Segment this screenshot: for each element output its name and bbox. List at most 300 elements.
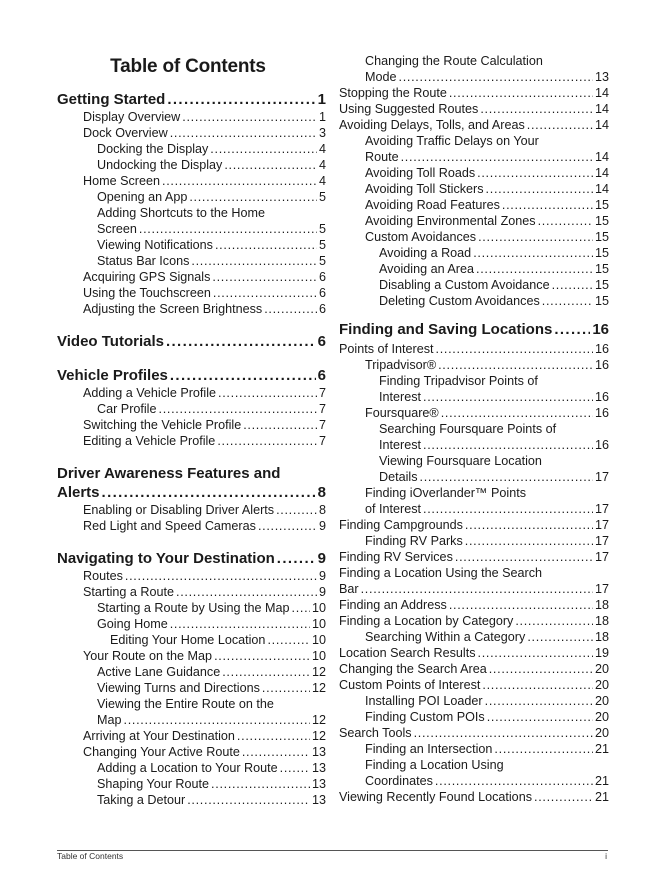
toc-entry-title: Editing a Vehicle Profile (83, 434, 216, 448)
toc-entry-title-line: Finding iOverlander™ Points (365, 486, 526, 500)
dot-leader (414, 725, 593, 741)
toc-entry[interactable] (57, 728, 326, 744)
toc-page-number: 3 (318, 126, 326, 140)
toc-entry-title: Details (379, 470, 418, 484)
toc-page-number: 21 (594, 774, 609, 788)
toc-entry[interactable] (339, 453, 609, 485)
dot-leader (436, 341, 593, 357)
dot-leader (125, 568, 317, 584)
toc-entry-title-line: Viewing Foursquare Location (379, 454, 542, 468)
dot-leader (258, 518, 317, 534)
toc-entry-title-line: Finding a Location Using the Search (339, 566, 543, 580)
toc-entry-title: Avoiding Delays, Tolls, and Areas (339, 118, 525, 132)
toc-entry-title: Adding a Location to Your Route (97, 761, 278, 775)
toc-page-number: 5 (318, 238, 326, 252)
toc-page-number: 16 (594, 438, 609, 452)
dot-leader (554, 320, 590, 339)
dot-leader (455, 549, 593, 565)
toc-entry[interactable] (57, 696, 326, 728)
toc-page-number: 6 (317, 333, 326, 350)
toc-entry-title: Avoiding Toll Roads (365, 166, 476, 180)
toc-entry-title: Starting a Route by Using the Map (97, 601, 290, 615)
toc-entry[interactable] (339, 101, 609, 117)
toc-entry-title-line: Driver Awareness Features and (57, 465, 281, 482)
toc-entry[interactable] (57, 502, 326, 518)
dot-leader (264, 301, 317, 317)
toc-page-number: 13 (594, 70, 609, 84)
dot-leader (243, 417, 317, 433)
dot-leader (441, 405, 593, 421)
dot-leader (423, 389, 593, 405)
toc-entry-title: Arriving at Your Destination (83, 729, 235, 743)
toc-page-number: 5 (318, 190, 326, 204)
toc-entry-title: Points of Interest (339, 342, 434, 356)
toc-entry[interactable] (339, 277, 609, 293)
toc-entry-title: Changing the Search Area (339, 662, 487, 676)
dot-leader (170, 125, 317, 141)
toc-page-number: 20 (594, 678, 609, 692)
toc-page-number: 14 (594, 118, 609, 132)
toc-entry[interactable] (339, 229, 609, 245)
toc-entry[interactable] (57, 664, 326, 680)
toc-entry-title: Avoiding a Road (379, 246, 472, 260)
toc-entry[interactable] (57, 173, 326, 189)
toc-entry-title: Finding an Address (339, 598, 447, 612)
toc-entry-title: Red Light and Speed Cameras (83, 519, 256, 533)
toc-entry-title: Video Tutorials (57, 333, 164, 350)
toc-entry[interactable] (339, 661, 609, 677)
toc-entry[interactable] (57, 776, 326, 792)
toc-entry-title: Finding RV Parks (365, 534, 463, 548)
toc-page-number: 18 (594, 598, 609, 612)
toc-entry-title: Home Screen (83, 174, 160, 188)
toc-entry[interactable] (57, 109, 326, 125)
dot-leader (538, 213, 593, 229)
toc-entry-title: Switching the Vehicle Profile (83, 418, 242, 432)
dot-leader (449, 85, 593, 101)
toc-page-number: 17 (594, 550, 609, 564)
toc-entry[interactable] (339, 405, 609, 421)
toc-page-number: 10 (311, 633, 326, 647)
toc-page-number: 10 (311, 617, 326, 631)
dot-leader (399, 69, 593, 85)
toc-page-number: 21 (594, 742, 609, 756)
toc-page-number: 14 (594, 166, 609, 180)
toc-entry-title: Enabling or Disabling Driver Alerts (83, 503, 275, 517)
toc-entry[interactable] (339, 645, 609, 661)
dot-leader (139, 221, 317, 237)
toc-entry-title: Docking the Display (97, 142, 209, 156)
toc-page-number: 8 (318, 503, 326, 517)
toc-entry[interactable] (57, 600, 326, 616)
dot-leader (487, 709, 593, 725)
toc-entry-title: Avoiding Toll Stickers (365, 182, 484, 196)
dot-leader (166, 332, 316, 351)
toc-entry[interactable] (57, 680, 326, 696)
dot-leader (210, 141, 317, 157)
toc-entry[interactable] (57, 237, 326, 253)
toc-entry-title: Foursquare® (365, 406, 439, 420)
dot-leader (262, 680, 310, 696)
toc-page-number: 7 (318, 418, 326, 432)
toc-entry[interactable] (57, 568, 326, 584)
toc-entry[interactable] (339, 725, 609, 741)
toc-entry[interactable] (339, 517, 609, 533)
toc-page-number: 1 (318, 110, 326, 124)
dot-leader (423, 501, 593, 517)
toc-page-number: 15 (594, 278, 609, 292)
toc-entry-title-line: Changing the Route Calculation (365, 54, 543, 68)
toc-entry-title: Routes (83, 569, 123, 583)
toc-entry[interactable] (339, 197, 609, 213)
dot-leader (217, 433, 317, 449)
dot-leader (478, 229, 593, 245)
toc-page-number: 10 (311, 601, 326, 615)
toc-page-number: 16 (594, 342, 609, 356)
toc-page-number: 13 (311, 745, 326, 759)
toc-entry[interactable] (57, 632, 326, 648)
toc-page-number: 4 (318, 142, 326, 156)
toc-entry[interactable] (57, 518, 326, 534)
dot-leader (401, 149, 593, 165)
toc-entry[interactable] (339, 117, 609, 133)
dot-leader (276, 502, 317, 518)
dot-leader (485, 693, 593, 709)
toc-entry-title: Search Tools (339, 726, 412, 740)
toc-page-number: 8 (317, 484, 326, 501)
toc-page-number: 17 (594, 534, 609, 548)
dot-leader (542, 293, 593, 309)
dot-leader (162, 173, 317, 189)
toc-entry-title-line: Viewing the Entire Route on the (97, 697, 274, 711)
dot-leader (213, 285, 317, 301)
toc-entry-title: Using Suggested Routes (339, 102, 479, 116)
toc-page-number: 10 (311, 649, 326, 663)
dot-leader (527, 629, 593, 645)
toc-entry-title: Going Home (97, 617, 168, 631)
dot-leader (480, 101, 593, 117)
dot-leader (191, 253, 317, 269)
toc-page-number: 17 (594, 470, 609, 484)
toc-page-number: 12 (311, 681, 326, 695)
toc-entry-title: Route (365, 150, 399, 164)
toc-chapter-entry[interactable] (57, 549, 326, 568)
toc-entry-title: Location Search Results (339, 646, 476, 660)
dot-leader (159, 401, 317, 417)
toc-entry-title-line: Finding Tripadvisor Points of (379, 374, 538, 388)
toc-entry[interactable] (57, 253, 326, 269)
toc-entry[interactable] (57, 301, 326, 317)
dot-leader (176, 584, 317, 600)
dot-leader (552, 277, 593, 293)
dot-leader (242, 744, 310, 760)
toc-chapter-entry[interactable] (57, 332, 326, 351)
dot-leader (361, 581, 593, 597)
footer-page-number: i (605, 851, 607, 861)
toc-entry-title: Custom Points of Interest (339, 678, 481, 692)
toc-page-number: 15 (594, 262, 609, 276)
page-title: Table of Contents (110, 56, 266, 77)
toc-entry-title: Taking a Detour (97, 793, 186, 807)
dot-leader (222, 664, 310, 680)
toc-entry-title: Stopping the Route (339, 86, 447, 100)
dot-leader (449, 597, 593, 613)
toc-page-number: 6 (318, 286, 326, 300)
toc-entry[interactable] (339, 629, 609, 645)
toc-entry-title: Finding an Intersection (365, 742, 493, 756)
toc-page-number: 17 (594, 518, 609, 532)
dot-leader (423, 437, 593, 453)
toc-page-number: 4 (318, 174, 326, 188)
dot-leader (420, 469, 593, 485)
toc-entry[interactable] (339, 597, 609, 613)
toc-page-number: 16 (594, 406, 609, 420)
toc-entry-title: Interest (379, 390, 421, 404)
dot-leader (182, 109, 317, 125)
toc-entry[interactable] (339, 677, 609, 693)
toc-entry-title: Deleting Custom Avoidances (379, 294, 540, 308)
toc-entry[interactable] (339, 341, 609, 357)
toc-page-number: 18 (594, 614, 609, 628)
toc-entry-title: Bar (339, 582, 359, 596)
toc-page-number: 9 (318, 519, 326, 533)
dot-leader (534, 789, 593, 805)
dot-leader (124, 712, 310, 728)
toc-entry[interactable] (57, 189, 326, 205)
toc-page-number: 13 (311, 793, 326, 807)
toc-entry[interactable] (57, 385, 326, 401)
toc-entry-title: Vehicle Profiles (57, 367, 168, 384)
toc-entry[interactable] (339, 85, 609, 101)
toc-entry-title: of Interest (365, 502, 422, 516)
toc-entry[interactable] (339, 133, 609, 165)
toc-page-number: 20 (594, 710, 609, 724)
dot-leader (435, 773, 593, 789)
toc-entry-title: Finding Custom POIs (365, 710, 485, 724)
toc-entry[interactable] (57, 269, 326, 285)
toc-page-number: 15 (594, 198, 609, 212)
toc-entry[interactable] (339, 549, 609, 565)
toc-entry[interactable] (339, 357, 609, 373)
dot-leader (218, 385, 317, 401)
toc-entry-title: Opening an App (97, 190, 188, 204)
toc-page-number: 12 (311, 665, 326, 679)
toc-entry[interactable] (339, 709, 609, 725)
toc-page-number: 16 (594, 358, 609, 372)
toc-entry-title: Finding a Location by Category (339, 614, 514, 628)
toc-entry[interactable] (57, 744, 326, 760)
toc-entry-title: Finding Campgrounds (339, 518, 463, 532)
footer-divider (57, 850, 608, 851)
toc-entry[interactable] (57, 285, 326, 301)
dot-leader (189, 189, 317, 205)
toc-entry-title: Installing POI Loader (365, 694, 483, 708)
toc-page-number: 15 (594, 230, 609, 244)
toc-entry[interactable] (339, 741, 609, 757)
toc-page-number: 18 (594, 630, 609, 644)
toc-entry[interactable] (57, 433, 326, 449)
dot-leader (494, 741, 593, 757)
toc-entry-title: Screen (97, 222, 137, 236)
toc-entry-title: Adding a Vehicle Profile (83, 386, 217, 400)
toc-chapter-entry[interactable] (57, 464, 326, 502)
dot-leader (170, 616, 310, 632)
toc-page-number: 16 (592, 321, 609, 338)
toc-entry-title: Using the Touchscreen (83, 286, 211, 300)
toc-page-number: 9 (317, 550, 326, 567)
toc-entry-title: Viewing Turns and Directions (97, 681, 260, 695)
toc-page-number: 6 (317, 367, 326, 384)
toc-entry-title: Shaping Your Route (97, 777, 210, 791)
toc-page-number: 14 (594, 86, 609, 100)
toc-page-number: 15 (594, 214, 609, 228)
toc-entry[interactable] (339, 53, 609, 85)
toc-entry-title: Disabling a Custom Avoidance (379, 278, 550, 292)
dot-leader (211, 776, 310, 792)
dot-leader (482, 677, 593, 693)
toc-entry[interactable] (57, 205, 326, 237)
dot-leader (280, 760, 310, 776)
toc-page-number: 19 (594, 646, 609, 660)
dot-leader (477, 165, 593, 181)
toc-page-number: 14 (594, 102, 609, 116)
toc-entry-title: Mode (365, 70, 397, 84)
toc-entry-title: Viewing Notifications (97, 238, 213, 252)
dot-leader (438, 357, 593, 373)
toc-entry-title: Interest (379, 438, 421, 452)
toc-entry[interactable] (57, 792, 326, 808)
toc-entry-title-line: Avoiding Traffic Delays on Your (365, 134, 539, 148)
toc-entry-title: Viewing Recently Found Locations (339, 790, 532, 804)
toc-entry-title-line: Finding a Location Using (365, 758, 504, 772)
toc-entry-title-line: Adding Shortcuts to the Home (97, 206, 266, 220)
toc-entry[interactable] (339, 613, 609, 629)
toc-entry-title: Searching Within a Category (365, 630, 526, 644)
dot-leader (277, 549, 316, 568)
dot-leader (465, 533, 593, 549)
toc-chapter-entry[interactable] (57, 90, 326, 109)
toc-entry-title: Your Route on the Map (83, 649, 213, 663)
footer-section-label: Table of Contents (57, 851, 124, 861)
toc-entry-title: Starting a Route (83, 585, 175, 599)
dot-leader (267, 632, 310, 648)
toc-entry-title: Finding RV Services (339, 550, 453, 564)
toc-entry[interactable] (339, 565, 609, 597)
toc-entry-title: Alerts (57, 484, 100, 501)
toc-entry-title: Coordinates (365, 774, 433, 788)
toc-entry-title: Active Lane Guidance (97, 665, 221, 679)
dot-leader (527, 117, 593, 133)
toc-entry[interactable] (57, 616, 326, 632)
toc-entry-title: Avoiding an Area (379, 262, 474, 276)
dot-leader (465, 517, 593, 533)
dot-leader (486, 181, 593, 197)
toc-entry[interactable] (339, 261, 609, 277)
toc-page-number: 15 (594, 246, 609, 260)
dot-leader (170, 366, 316, 385)
toc-page-number: 6 (318, 302, 326, 316)
toc-entry-title: Display Overview (83, 110, 181, 124)
toc-page-number: 20 (594, 662, 609, 676)
toc-entry[interactable] (57, 125, 326, 141)
toc-page-number: 9 (318, 569, 326, 583)
toc-entry-title: Status Bar Icons (97, 254, 190, 268)
toc-entry-title: Undocking the Display (97, 158, 223, 172)
toc-entry[interactable] (339, 213, 609, 229)
dot-leader (502, 197, 593, 213)
toc-page-number: 4 (318, 158, 326, 172)
toc-entry[interactable] (339, 757, 609, 789)
toc-page-number: 21 (594, 790, 609, 804)
toc-page-number: 6 (318, 270, 326, 284)
toc-entry[interactable] (57, 760, 326, 776)
toc-entry[interactable] (339, 485, 609, 517)
toc-page-number: 20 (594, 726, 609, 740)
dot-leader (515, 613, 593, 629)
toc-page-number: 1 (317, 91, 326, 108)
toc-page-number: 12 (311, 713, 326, 727)
dot-leader (215, 237, 317, 253)
toc-page-number: 7 (318, 402, 326, 416)
toc-page-number: 13 (311, 777, 326, 791)
dot-leader (212, 269, 317, 285)
toc-entry-title: Changing Your Active Route (83, 745, 240, 759)
dot-leader (102, 483, 316, 502)
toc-entry[interactable] (57, 157, 326, 173)
toc-entry[interactable] (57, 648, 326, 664)
toc-page-number: 5 (318, 254, 326, 268)
toc-entry-title: Map (97, 713, 122, 727)
toc-entry-title: Editing Your Home Location (110, 633, 266, 647)
toc-page-number: 7 (318, 434, 326, 448)
toc-entry-title: Finding and Saving Locations (339, 321, 553, 338)
toc-entry[interactable] (339, 533, 609, 549)
toc-entry[interactable] (339, 693, 609, 709)
toc-entry[interactable] (57, 401, 326, 417)
toc-entry[interactable] (57, 141, 326, 157)
toc-entry[interactable] (57, 417, 326, 433)
toc-chapter-entry[interactable] (339, 320, 609, 339)
toc-entry[interactable] (339, 421, 609, 453)
toc-entry-title: Custom Avoidances (365, 230, 477, 244)
toc-entry-title: Navigating to Your Destination (57, 550, 275, 567)
toc-entry-title: Avoiding Environmental Zones (365, 214, 536, 228)
toc-page-number: 5 (318, 222, 326, 236)
toc-entry[interactable] (339, 293, 609, 309)
toc-entry-title: Avoiding Road Features (365, 198, 500, 212)
dot-leader (476, 261, 593, 277)
toc-entry[interactable] (339, 181, 609, 197)
toc-page-number: 13 (311, 761, 326, 775)
toc-entry[interactable] (339, 789, 609, 805)
dot-leader (214, 648, 310, 664)
toc-entry[interactable] (339, 245, 609, 261)
toc-entry-title: Getting Started (57, 91, 166, 108)
toc-chapter-entry[interactable] (57, 366, 326, 385)
dot-leader (167, 90, 315, 109)
dot-leader (187, 792, 310, 808)
toc-entry[interactable] (57, 584, 326, 600)
toc-page-number: 20 (594, 694, 609, 708)
toc-page-number: 16 (594, 390, 609, 404)
dot-leader (489, 661, 593, 677)
toc-page-number: 14 (594, 150, 609, 164)
dot-leader (237, 728, 310, 744)
dot-leader (292, 600, 310, 616)
toc-entry[interactable] (339, 165, 609, 181)
dot-leader (224, 157, 317, 173)
toc-entry[interactable] (339, 373, 609, 405)
